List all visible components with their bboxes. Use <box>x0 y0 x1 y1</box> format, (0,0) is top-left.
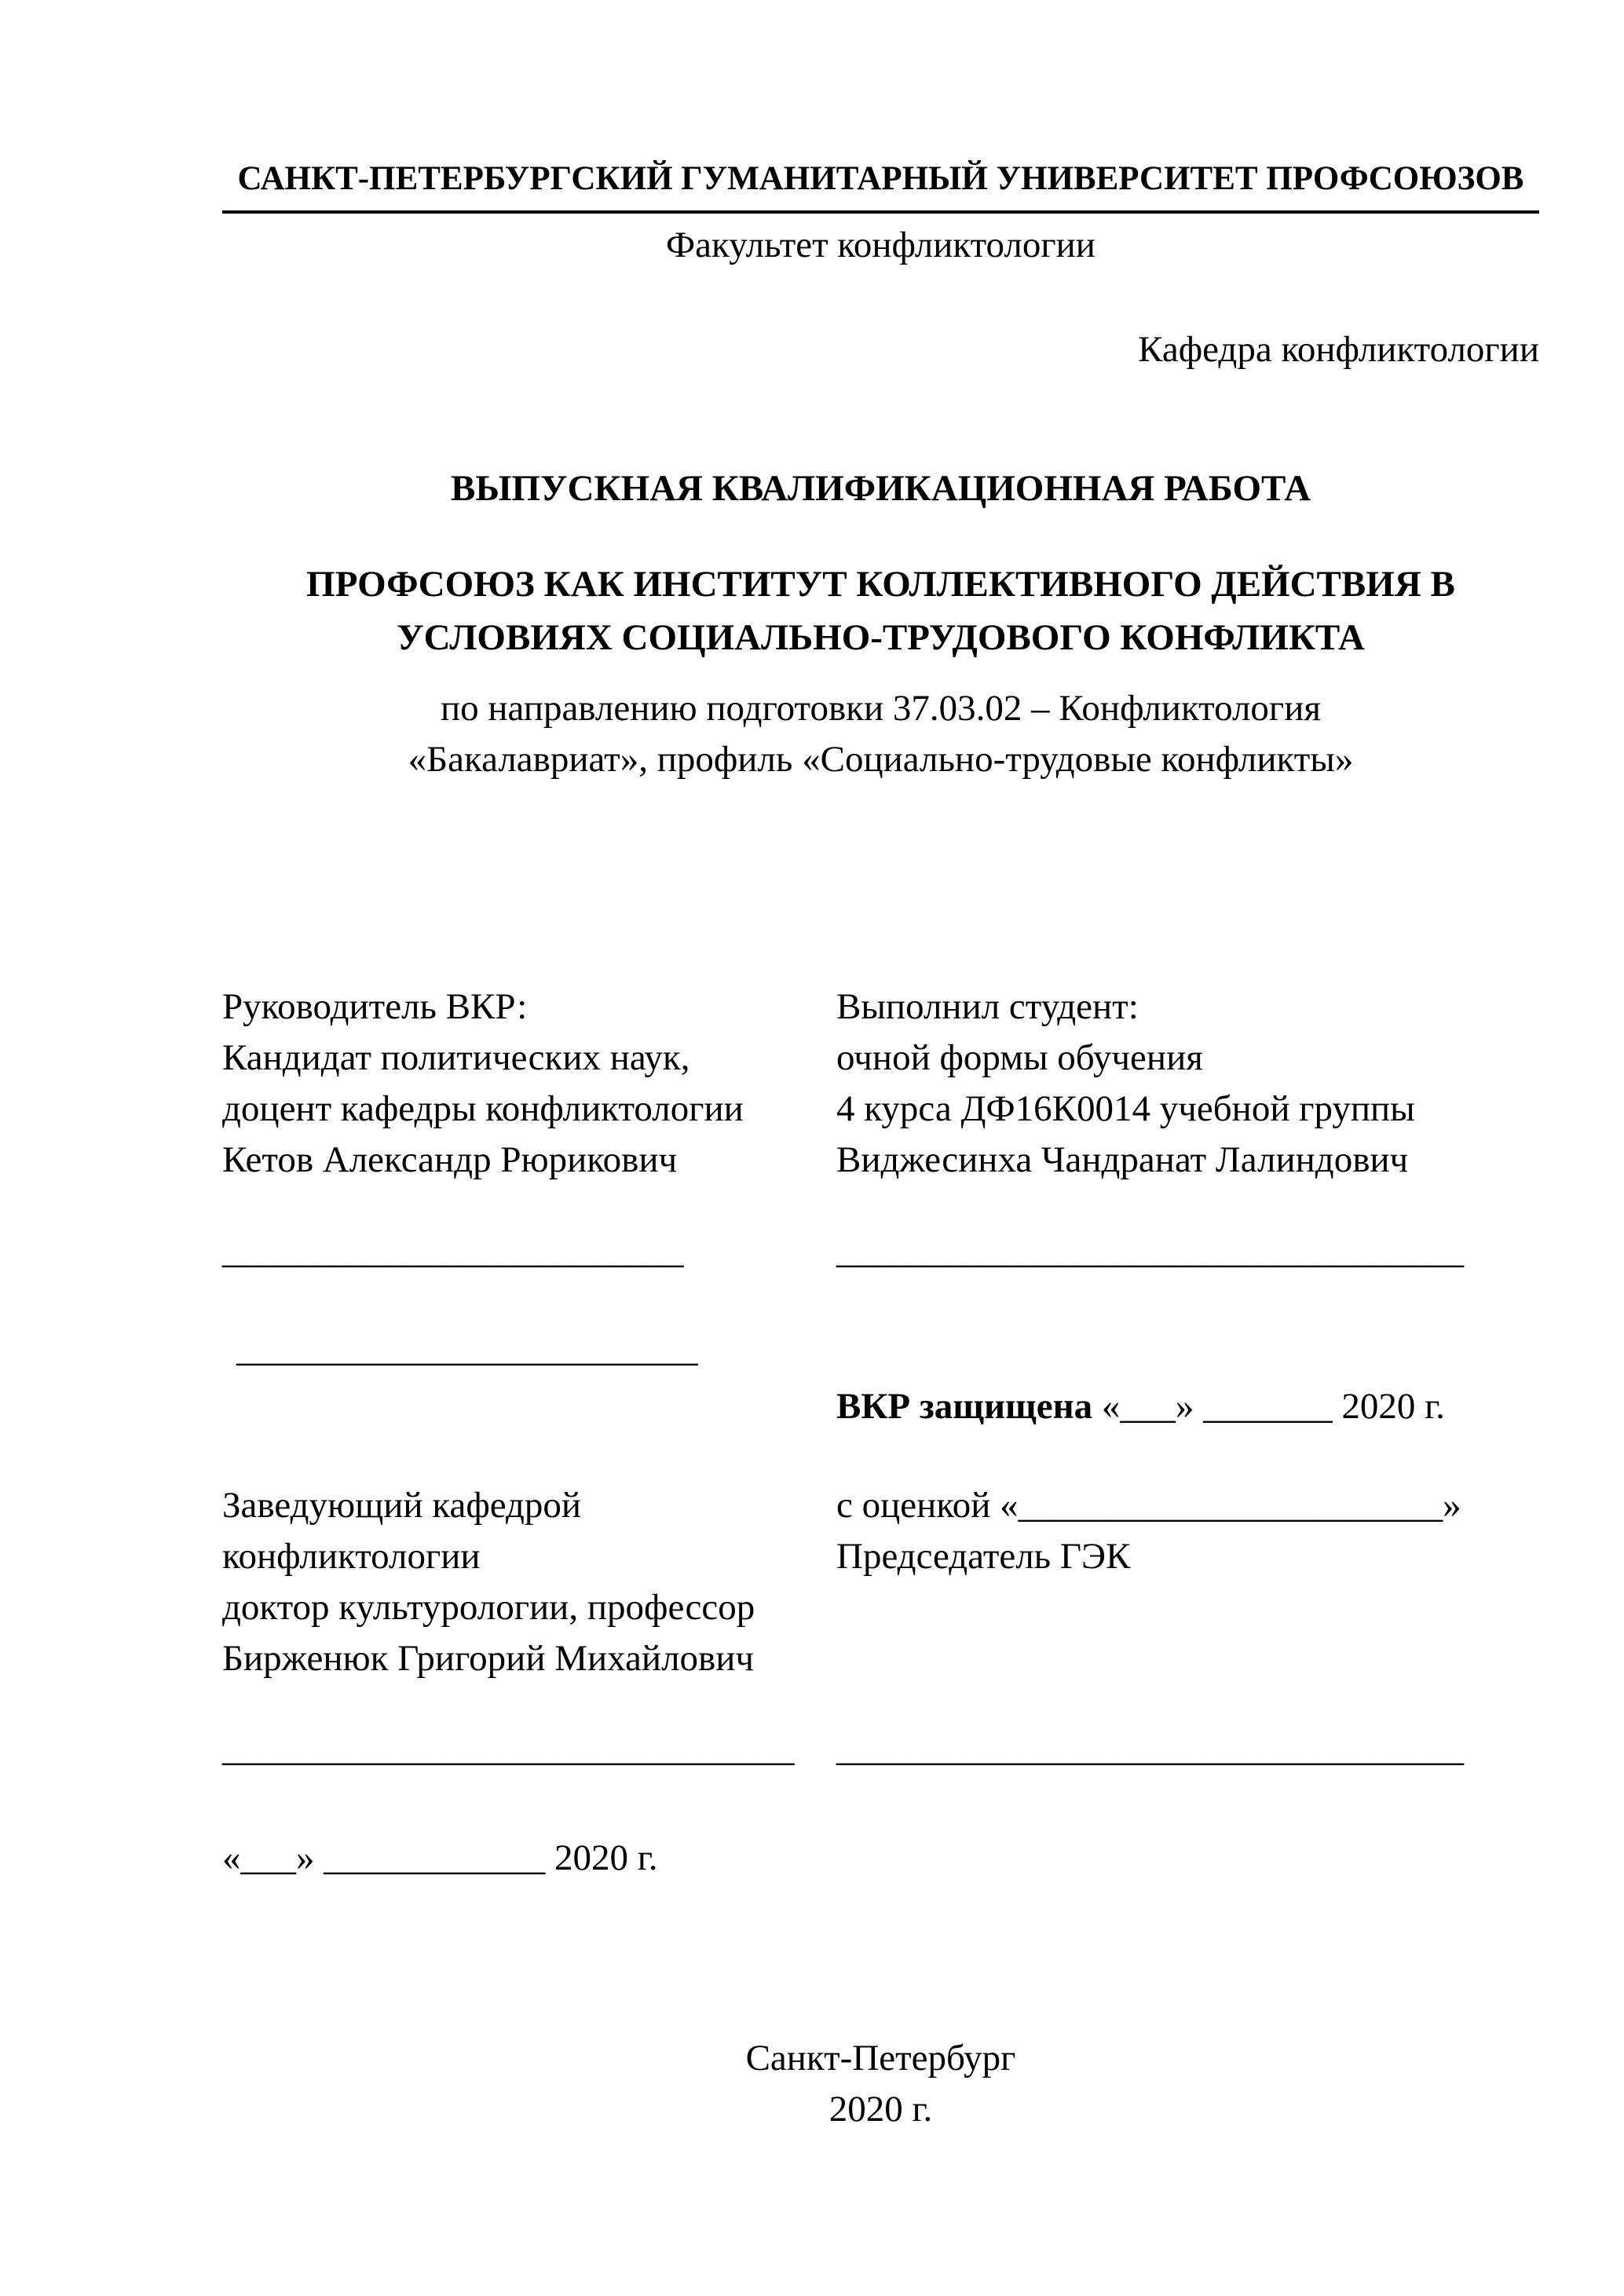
footer-city: Санкт-Петербург <box>745 2038 1016 2078</box>
footer <box>222 2033 1539 2135</box>
student-signature-line: __________________________________ <box>836 1230 1464 1271</box>
signature-columns <box>222 982 1539 1884</box>
profile-line: «Бакалавриат», профиль «Социально-трудовые конфликты» <box>408 739 1354 780</box>
student-column <box>836 982 1539 1775</box>
supervisor-name: Кетов Александр Рюрикович <box>222 1139 678 1180</box>
work-type-heading: ВЫПУСКНАЯ КВАЛИФИКАЦИОННАЯ РАБОТА <box>450 468 1311 509</box>
supervisor-position: доцент кафедры конфликтологии <box>222 1088 744 1129</box>
program-line: по направлению подготовки 37.03.02 – Конфликтология <box>441 688 1321 729</box>
chairman-signature-line: __________________________________ <box>836 1728 1464 1769</box>
defended-line-rest: «___» _______ 2020 г. <box>1092 1386 1445 1427</box>
thesis-title-line-1: ПРОФСОЮЗ КАК ИНСТИТУТ КОЛЛЕКТИВНОГО ДЕЙСТВИЯ В <box>306 564 1455 605</box>
supervisor-signature-line: _________________________ <box>222 1230 684 1271</box>
header-faculty: Факультет конфликтологии <box>666 225 1095 265</box>
student-label: Выполнил студент: <box>836 986 1139 1027</box>
defended-line-bold: ВКР защищена <box>836 1386 1093 1427</box>
supervisor-label: Руководитель ВКР: <box>222 986 528 1027</box>
student-name: Виджесинха Чандранат Лалиндович <box>836 1139 1409 1180</box>
head-name: Бирженюк Григорий Михайлович <box>222 1638 755 1679</box>
head-signature-line: _______________________________ <box>222 1728 795 1769</box>
supervisor-degree: Кандидат политических наук, <box>222 1037 690 1078</box>
supervisor-signature-line-2: _________________________ <box>236 1329 698 1369</box>
grade-block <box>836 1480 1539 1582</box>
head-degree: доктор культурологии, профессор <box>222 1587 755 1628</box>
head-label: Заведующий кафедрой <box>222 1485 582 1526</box>
header-university: САНКТ-ПЕТЕРБУРГСКИЙ ГУМАНИТАРНЫЙ УНИВЕРСИТЕТ ПРОФСОЮЗОВ <box>222 157 1539 214</box>
head-date-line: «___» ____________ 2020 г. <box>222 1837 658 1878</box>
head-department: конфликтологии <box>222 1536 481 1577</box>
footer-year: 2020 г. <box>828 2089 933 2130</box>
header-department: Кафедра конфликтологии <box>1138 329 1539 370</box>
thesis-title-line-2: УСЛОВИЯХ СОЦИАЛЬНО-ТРУДОВОГО КОНФЛИКТА <box>397 617 1365 658</box>
chairman-line: Председатель ГЭК <box>836 1536 1131 1577</box>
student-form: очной формы обучения <box>836 1037 1203 1078</box>
department-head-block <box>222 1480 836 1684</box>
supervisor-column <box>222 982 836 1884</box>
defended-line <box>836 1381 1539 1432</box>
grade-line: с оценкой «_______________________» <box>836 1485 1461 1526</box>
student-group: 4 курса ДФ16К0014 учебной группы <box>836 1088 1415 1129</box>
thesis-title <box>222 558 1539 664</box>
